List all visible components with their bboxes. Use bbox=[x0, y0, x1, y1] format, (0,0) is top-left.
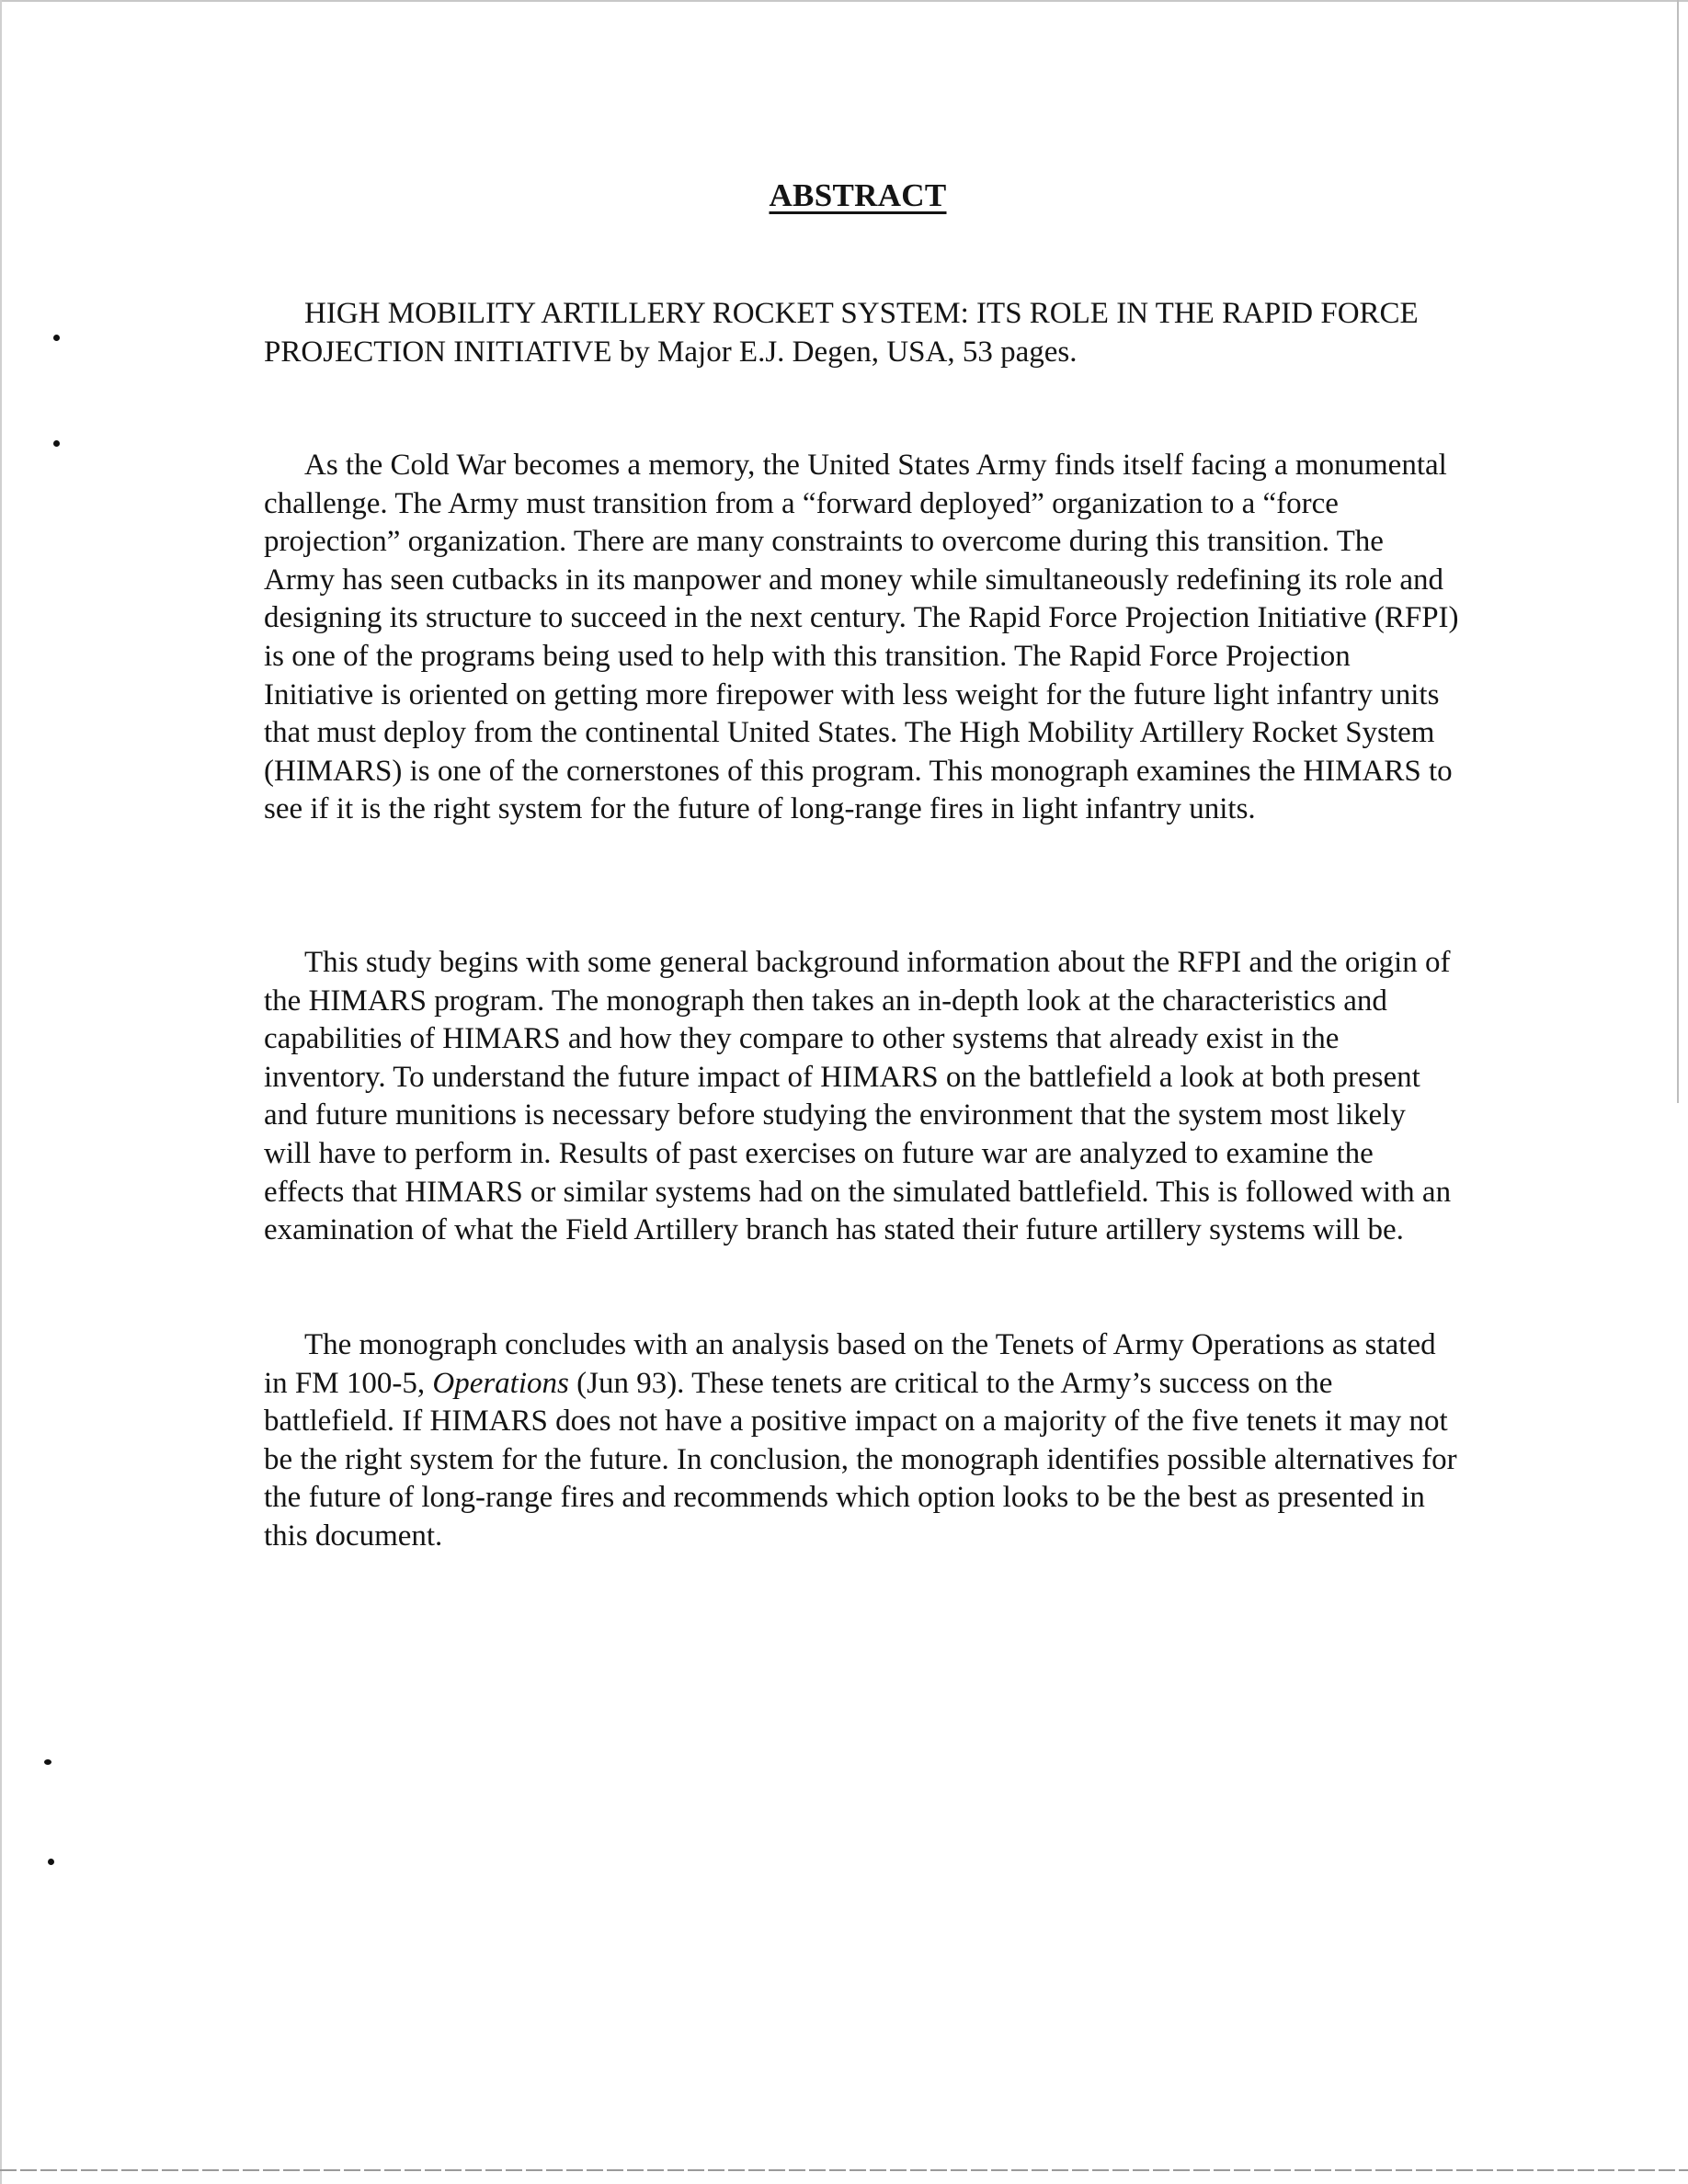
paragraph-2 bbox=[264, 944, 1459, 1250]
paragraph-text bbox=[264, 1326, 1459, 1556]
scan-edge-left bbox=[0, 0, 2, 2184]
scan-speck bbox=[53, 335, 60, 341]
scan-edge-right bbox=[1677, 0, 1679, 1103]
paragraph-3 bbox=[264, 1326, 1459, 1556]
paragraph-text: This study begins with some general background information about the RFPI and the origin of the HIMARS program. The monograph then takes an in-depth look at the characteristics and capabilities of HIMARS and how they compare to other systems that already exist in the inventory. To understand the future impact of HIMARS on the battlefield a look at both present and future munitions is necessary before studying the environment that the system most likely will have to perform in. Results of past exercises on future war are analyzed to examine the effects that HIMARS or similar systems had on the simulated battlefield. This is followed with an examination of what the Field Artillery branch has stated their future artillery systems will be. bbox=[264, 946, 1452, 1247]
scan-speck bbox=[44, 1759, 51, 1765]
publication-title: Operations bbox=[432, 1366, 569, 1400]
paragraph-text-part: (Jun 93). These tenets are critical to the Army’s success on the battlefield. If HIMARS does not have a positive impact on a majority of the five tenets it may not be the right system for the future. In conclusion, the monograph identifies possible alternatives for the future of long-range fires and recommends which option looks to be the best as presented in this document. bbox=[264, 1366, 1457, 1553]
abstract-heading: ABSTRACT bbox=[769, 177, 947, 213]
scan-edge-top bbox=[0, 0, 1688, 2]
paragraph-text: As the Cold War becomes a memory, the United States Army finds itself facing a monumental challenge. The Army must transition from a “forward deployed” organization to a “force projection” organization. There are many constraints to overcome during this transition. The Army has seen cutbacks in its manpower and money while simultaneously redefining its role and designing its structure to succeed in the next century. The Rapid Force Projection Initiative (RFPI) is one of the programs being used to help with this transition. The Rapid Force Projection Initiative is oriented on getting more firepower with less weight for the future light infantry units that must deploy from the continental United States. The High Mobility Artillery Rocket System (HIMARS) is one of the cornerstones of this program. This monograph examines the HIMARS to see if it is the right system for the future of long-range fires in light infantry units. bbox=[264, 449, 1459, 826]
scan-speck bbox=[53, 440, 60, 447]
citation-text: HIGH MOBILITY ARTILLERY ROCKET SYSTEM: ITS ROLE IN THE RAPID FORCE PROJECTION INITIATIVE by Major E.J. Degen, USA, 53 pages. bbox=[264, 297, 1419, 369]
paragraph-text-part: The monograph concludes with an analysis based on the Tenets of Army Operations as stated in FM 100-5, bbox=[264, 1328, 1436, 1400]
paragraph-1 bbox=[264, 447, 1459, 829]
scan-speck bbox=[48, 1859, 54, 1865]
abstract-citation bbox=[264, 295, 1459, 371]
scan-edge-bottom bbox=[0, 2169, 1688, 2171]
